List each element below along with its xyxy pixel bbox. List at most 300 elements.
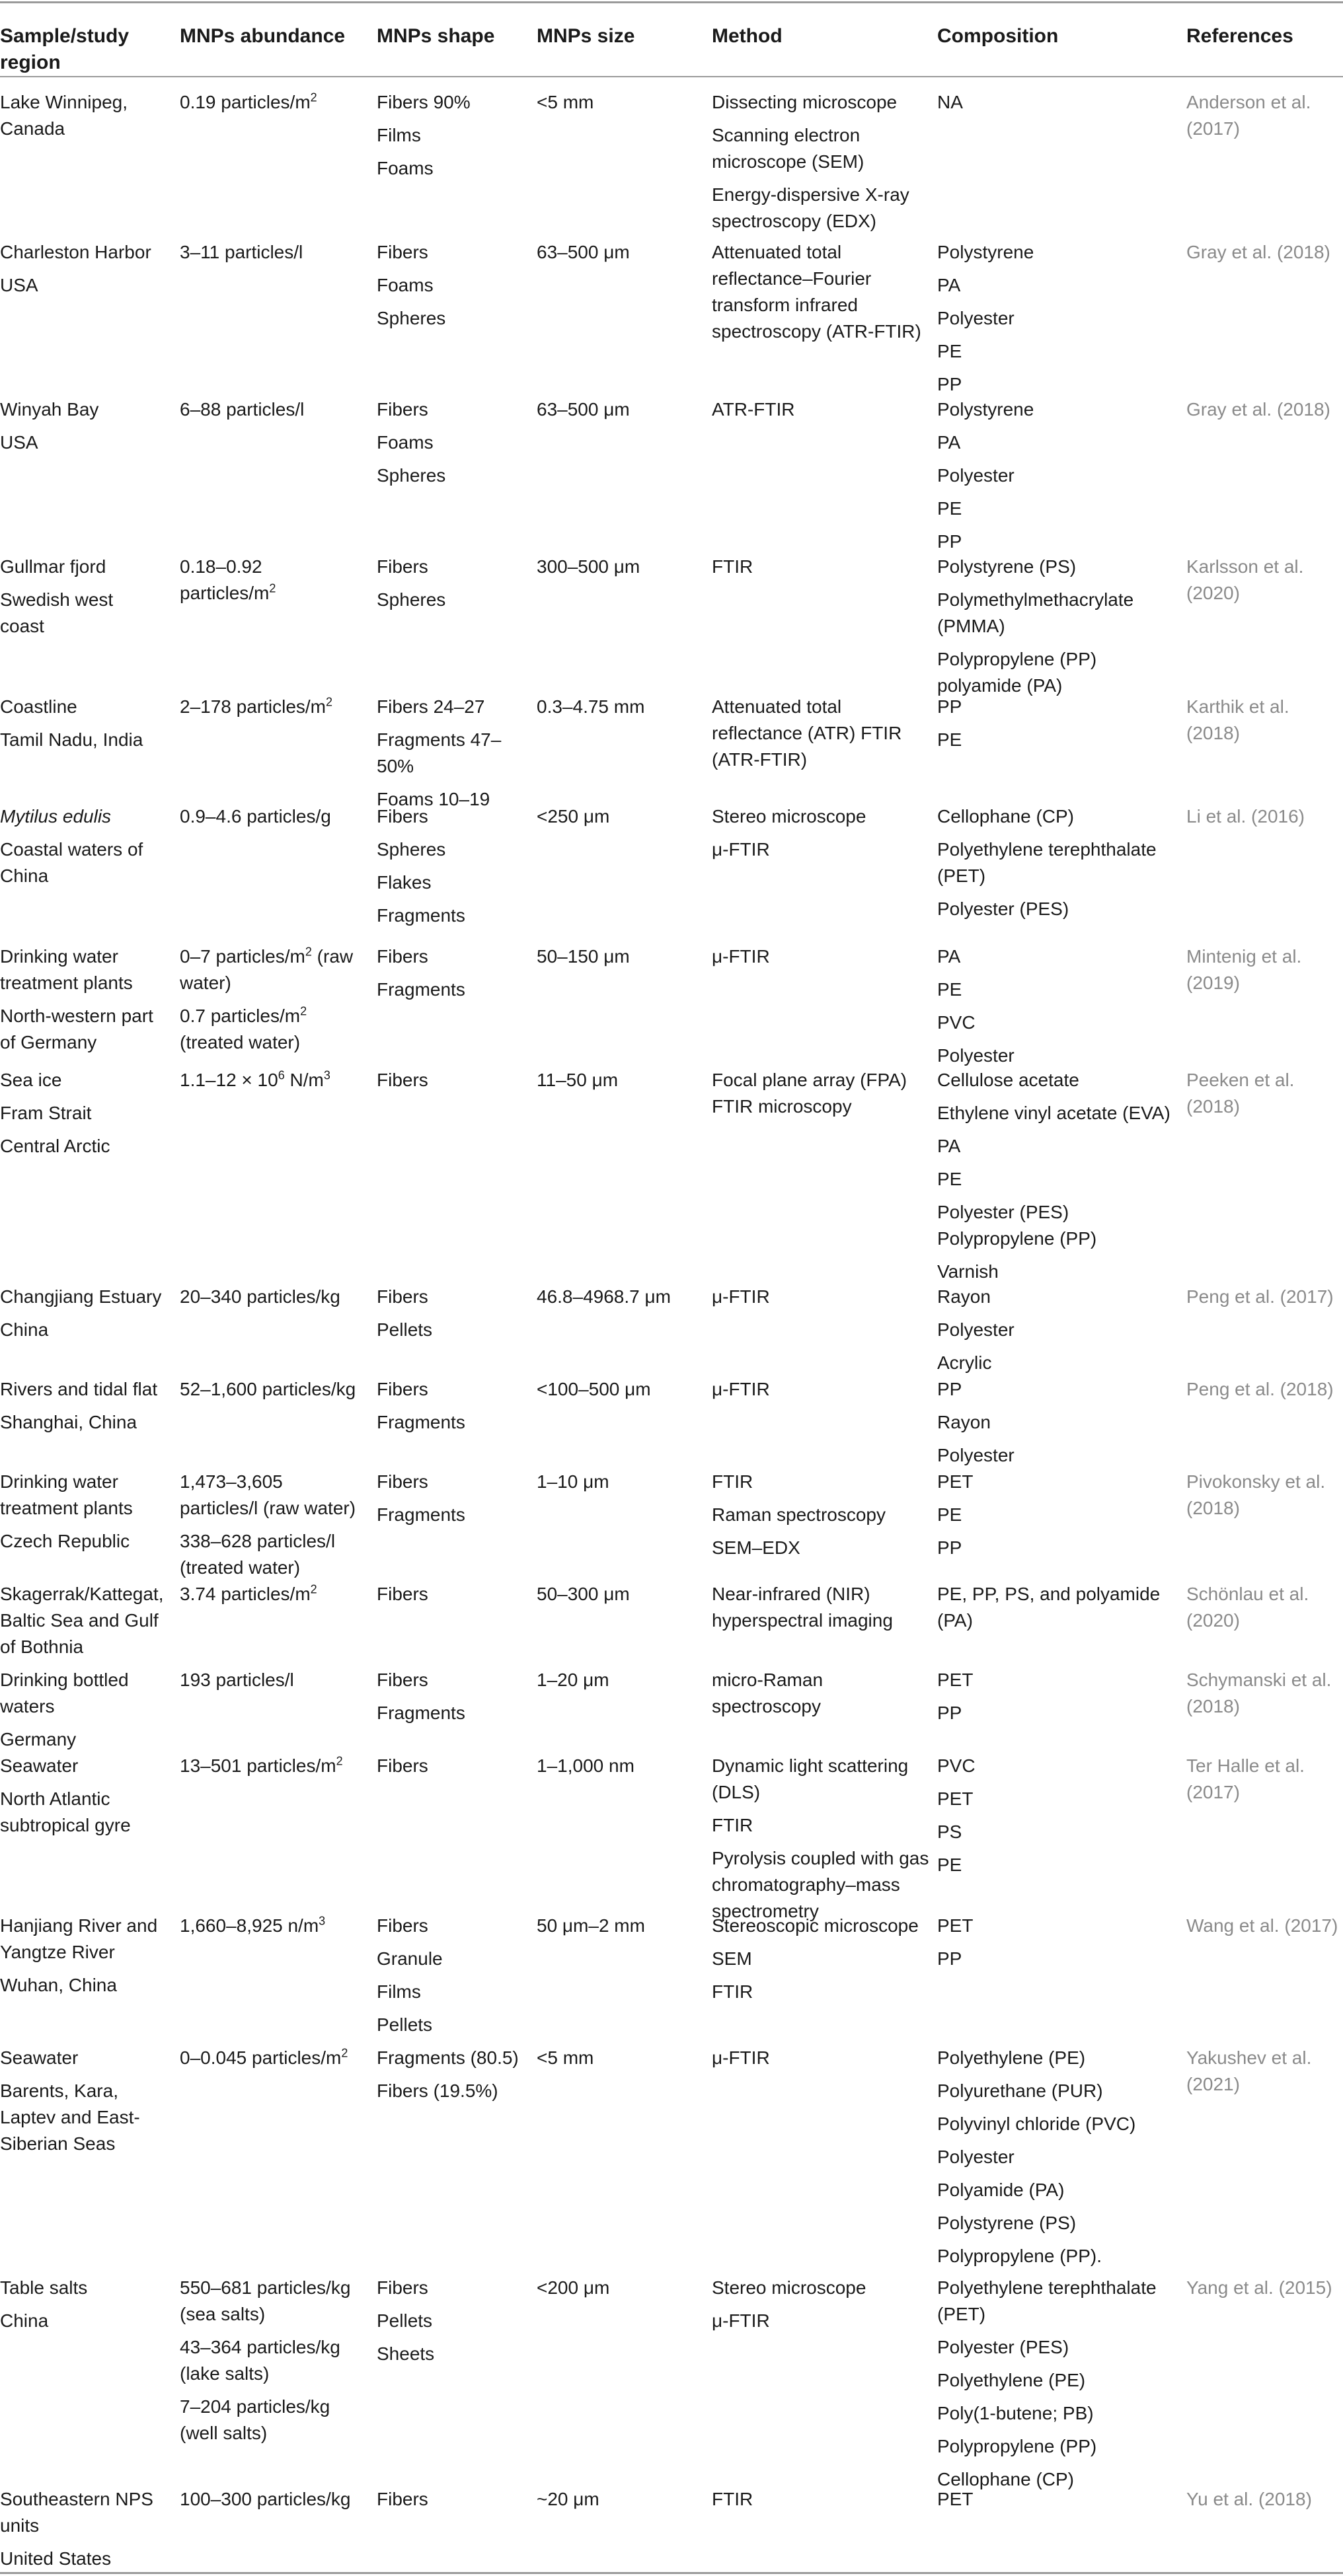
header-references: References [1186,25,1293,47]
cell-mnps-shape-line: Fragments [377,1412,465,1432]
cell-mnps-size-line: 46.8–4968.7 μm [537,1286,671,1307]
cell-composition-line: Polyvinyl chloride (PVC) [937,2114,1136,2134]
cell-sample-region-line: Seawater [0,2047,79,2068]
cell-sample-region-line: Table salts [0,2277,88,2298]
cell-mnps-shape-line: Fibers 90% [377,92,471,112]
cell-mnps-abundance-line: 0.18–0.92 particles/$m^2$ [180,556,276,603]
cell-composition [937,2275,1175,2493]
cell-method [712,2275,930,2334]
header-mnps-shape: MNPs shape [377,25,495,47]
cell-composition [937,1376,1175,1469]
cell-mnps-shape [377,1067,519,1093]
cell-mnps-abundance [180,803,358,830]
cell-method [712,2486,930,2513]
cell-mnps-size-line: 63–500 μm [537,399,630,420]
cell-reference: Schönlau et al. (2020) [1186,1584,1309,1631]
cell-mnps-size [537,239,702,266]
cell-composition-line: Rayon [937,1286,991,1307]
cell-sample-region-line: Coastline [0,696,77,717]
cell-mnps-abundance [180,554,358,607]
cell-mnps-size-line: <5 mm [537,2047,594,2068]
cell-mnps-size [537,1376,702,1403]
cell-method-line: μ-FTIR [712,1379,770,1399]
cell-sample-region-line: China [0,2310,49,2331]
cell-sample-region-line: Seawater [0,1755,79,1776]
cell-composition [937,694,1175,753]
cell-mnps-shape-line: Fibers [377,242,428,262]
cell-sample-region-line: Germany [0,1729,77,1749]
cell-composition-line: PE [937,341,962,361]
cell-mnps-shape [377,803,519,929]
cell-mnps-shape-line: Fragments [377,905,465,926]
cell-sample-region [0,89,162,142]
cell-mnps-abundance-line: 20–340 particles/kg [180,1286,340,1307]
cell-mnps-abundance-line: 13–501 particles/$m^2$ [180,1754,343,1776]
cell-sample-region-line: Drinking bottled waters [0,1670,129,1716]
cell-method-line: micro-Raman spectroscopy [712,1670,824,1716]
cell-mnps-size [537,1667,702,1693]
cell-composition-line: Polypropylene (PP). [937,2246,1102,2266]
cell-reference: Peng et al. (2018) [1186,1379,1334,1399]
cell-method-line: μ-FTIR [712,2047,770,2068]
cell-mnps-shape [377,1667,519,1726]
cell-sample-region-line: Southeastern NPS units [0,2489,153,2536]
cell-sample-region-line: United States [0,2548,112,2569]
cell-sample-region-line: Tamil Nadu, India [0,729,143,750]
cell-mnps-shape-line: Fibers [377,1379,428,1399]
cell-mnps-size [537,1581,702,1607]
cell-composition-line: Polypropylene (PP) polyamide (PA) [937,649,1097,696]
cell-mnps-abundance [180,1753,358,1779]
cell-composition-line: Polyester [937,1445,1015,1465]
cell-mnps-size-line: <250 μm [537,806,610,827]
cell-composition-line: PET [937,1670,974,1690]
cell-mnps-abundance-line: 100–300 particles/kg [180,2489,351,2509]
cell-mnps-abundance-line: 43–364 particles/kg (lake salts) [180,2337,340,2384]
cell-sample-region [0,2486,162,2572]
cell-mnps-shape-line: Flakes [377,872,432,893]
cell-method [712,1753,930,1925]
cell-sample-region-line: Fram Strait [0,1103,92,1123]
cell-composition [937,943,1175,1069]
cell-sample-region [0,803,162,889]
cell-method-line: Raman spectroscopy [712,1504,886,1525]
cell-reference: Gray et al. (2018) [1186,242,1330,262]
cell-method-line: FTIR [712,1471,753,1492]
cell-composition-line: Polystyrene [937,242,1034,262]
cell-sample-region [0,1581,162,1660]
cell-composition [937,1067,1175,1285]
cell-mnps-size [537,803,702,830]
cell-sample-region-line: Coastal waters of China [0,839,143,886]
cell-method [712,1667,930,1720]
cell-method-line: FTIR [712,1981,753,2002]
header-rule [0,76,1343,77]
cell-mnps-shape-line: Spheres [377,839,446,860]
cell-method [712,1284,930,1310]
cell-composition-line: Polyester [937,1319,1015,1340]
cell-mnps-size-line: 50–150 μm [537,946,630,967]
cell-mnps-abundance [180,396,358,423]
cell-mnps-shape-line: Fragments (80.5) [377,2047,519,2068]
cell-sample-region [0,1667,162,1753]
cell-composition [937,396,1175,555]
cell-composition-line: Polyester (PES) [937,2337,1069,2357]
cell-composition-line: Polyethylene terephthalate (PET) [937,839,1157,886]
cell-mnps-abundance-line: 2–178 particles/$m^2$ [180,695,333,717]
cell-reference: Karlsson et al. (2020) [1186,556,1304,603]
cell-mnps-size [537,1469,702,1495]
cell-mnps-shape [377,2045,519,2104]
cell-mnps-shape [377,694,519,813]
cell-method-line: SEM–EDX [712,1537,800,1558]
cell-mnps-size-line: 1–20 μm [537,1670,609,1690]
cell-mnps-size [537,2045,702,2071]
header-composition: Composition [937,25,1059,47]
cell-sample-region [0,943,162,1056]
cell-reference: Li et al. (2016) [1186,806,1305,827]
cell-sample-region [0,239,162,299]
cell-composition-line: Ethylene vinyl acetate (EVA) [937,1103,1170,1123]
cell-sample-region-line: Mytilus edulis [0,806,112,827]
cell-reference: Peeken et al. (2018) [1186,1070,1295,1117]
cell-method [712,1913,930,2005]
cell-mnps-shape-line: Fibers [377,1070,428,1090]
cell-reference: Mintenig et al. (2019) [1186,946,1302,993]
cell-mnps-shape-line: Fibers [377,1755,428,1776]
cell-mnps-shape-line: Sheets [377,2343,435,2364]
cell-mnps-shape [377,2275,519,2367]
cell-reference: Yang et al. (2015) [1186,2277,1332,2298]
cell-mnps-size-line: <5 mm [537,92,594,112]
cell-mnps-shape-line: Fibers [377,1670,428,1690]
cell-composition-line: Polystyrene (PS) [937,556,1077,577]
cell-mnps-shape [377,1581,519,1607]
cell-mnps-size-line: ~20 μm [537,2489,599,2509]
cell-mnps-abundance [180,2045,358,2071]
cell-mnps-shape [377,943,519,1003]
cell-method-line: Dynamic light scattering (DLS) [712,1755,909,1802]
cell-composition-line: PS [937,1822,962,1842]
cell-mnps-shape-line: Fibers [377,1584,428,1604]
cell-composition-line: Polyurethane (PUR) [937,2080,1103,2101]
cell-mnps-abundance [180,1469,358,1581]
cell-mnps-abundance-line: 6–88 particles/l [180,399,305,420]
cell-sample-region-line: Skagerrak/Kattegat, Baltic Sea and Gulf of Bothnia [0,1584,164,1657]
cell-composition-line: Poly(1-butene; PB) [937,2403,1094,2423]
cell-mnps-size-line: 1–10 μm [537,1471,609,1492]
cell-sample-region [0,2275,162,2334]
cell-mnps-shape-line: Fibers [377,399,428,420]
cell-sample-region [0,1469,162,1555]
cell-sample-region-line: Central Arctic [0,1136,110,1156]
cell-mnps-shape-line: Fibers [377,806,428,827]
cell-sample-region-line: North Atlantic subtropical gyre [0,1788,131,1835]
cell-sample-region-line: Drinking water treatment plants [0,1471,133,1518]
cell-sample-region-line: USA [0,275,38,295]
cell-composition [937,1581,1175,1634]
cell-sample-region-line: Hanjiang River and Yangtze River [0,1915,158,1962]
cell-composition-line: PP [937,374,962,394]
cell-mnps-shape-line: Fibers [377,1286,428,1307]
cell-mnps-shape-line: Films [377,1981,421,2002]
cell-mnps-size-line: 1–1,000 nm [537,1755,634,1776]
cell-composition-line: PA [937,432,961,453]
cell-mnps-size [537,1753,702,1779]
cell-sample-region-line: Wuhan, China [0,1975,117,1995]
cell-method-line: μ-FTIR [712,946,770,967]
cell-mnps-abundance [180,1667,358,1693]
cell-mnps-shape [377,396,519,489]
cell-mnps-shape-line: Foams 10–19 [377,789,490,809]
cell-method-line: μ-FTIR [712,839,770,860]
cell-mnps-abundance-line: 193 particles/l [180,1670,294,1690]
cell-method-line: Pyrolysis coupled with gas chromatography–mass spectrometry [712,1848,929,1921]
cell-mnps-shape-line: Granule [377,1948,443,1969]
cell-sample-region-line: Swedish west coast [0,589,114,636]
cell-reference: Ter Halle et al. (2017) [1186,1755,1305,1802]
cell-sample-region-line: USA [0,432,38,453]
cell-method [712,396,930,423]
cell-sample-region-line: Gullmar fjord [0,556,106,577]
cell-composition [937,89,1175,116]
cell-composition-line: Polystyrene (PS) [937,2213,1077,2233]
cell-sample-region-line: Shanghai, China [0,1412,137,1432]
cell-mnps-abundance-line: 0–7 particles/$m^2$ (raw water) [180,945,354,993]
cell-composition [937,1913,1175,1972]
cell-mnps-shape [377,554,519,613]
cell-mnps-abundance-line: 1,473–3,605 particles/l (raw water) [180,1471,356,1518]
cell-method-line: SEM [712,1948,752,1969]
cell-composition [937,1284,1175,1376]
cell-mnps-abundance [180,89,358,116]
cell-sample-region [0,694,162,753]
cell-mnps-abundance-line: 0–0.045 particles/$m^2$ [180,2046,348,2068]
cell-composition-line: PP [937,1948,962,1969]
header-method: Method [712,25,783,47]
cell-mnps-shape-line: Fibers [377,1471,428,1492]
cell-mnps-shape [377,89,519,182]
cell-method-line: Scanning electron microscope (SEM) [712,125,864,172]
cell-mnps-shape-line: Films [377,125,421,145]
cell-composition-line: PA [937,275,961,295]
cell-method [712,2045,930,2071]
cell-mnps-size-line: 50 μm–2 mm [537,1915,645,1936]
cell-mnps-shape-line: Fragments [377,1504,465,1525]
cell-mnps-abundance-line: 3.74 particles/$m^2$ [180,1582,317,1604]
cell-mnps-abundance-line: $1.1-12 \times 10^6$ $N/m^3$ [180,1068,330,1090]
cell-sample-region-line: Drinking water treatment plants [0,946,133,993]
cell-reference: Anderson et al. (2017) [1186,92,1311,139]
cell-mnps-abundance-line: 1,660–8,925 $n/m^3$ [180,1914,326,1936]
cell-reference: Pivokonsky et al. (2018) [1186,1471,1326,1518]
cell-mnps-shape-line: Foams [377,158,434,178]
cell-mnps-shape [377,1469,519,1528]
cell-method [712,239,930,345]
cell-method [712,694,930,773]
cell-mnps-size [537,2275,702,2301]
cell-method-line: Stereoscopic microscope [712,1915,919,1936]
cell-mnps-abundance [180,943,358,1056]
cell-composition-line: PET [937,1915,974,1936]
cell-method [712,554,930,580]
cell-mnps-shape-line: Foams [377,275,434,295]
cell-method-line: Energy-dispersive X-ray spectroscopy (EDX) [712,184,909,231]
cell-composition-line: Polyethylene terephthalate (PET) [937,2277,1157,2324]
cell-mnps-shape-line: Pellets [377,2310,433,2331]
cell-sample-region-line: Sea ice [0,1070,62,1090]
header-sample-region: Sample/study region [0,25,130,73]
cell-composition [937,1667,1175,1726]
cell-mnps-shape-line: Foams [377,432,434,453]
cell-composition [937,239,1175,398]
cell-sample-region [0,396,162,456]
cell-composition-line: PE [937,729,962,750]
cell-sample-region-line: Changjiang Estuary [0,1286,162,1307]
cell-composition-line: PET [937,1471,974,1492]
cell-composition-line: PP [937,1379,962,1399]
cell-composition-line: PP [937,1703,962,1723]
cell-mnps-abundance [180,239,358,266]
cell-method-line: FTIR [712,556,753,577]
cell-mnps-size-line: <200 μm [537,2277,610,2298]
cell-mnps-shape-line: Fibers 24–27 [377,696,485,717]
cell-mnps-shape [377,1913,519,2038]
cell-mnps-shape [377,1753,519,1779]
cell-method [712,1581,930,1634]
cell-composition [937,2486,1175,2513]
cell-mnps-shape [377,1284,519,1343]
cell-composition-line: PET [937,1788,974,1809]
cell-composition [937,2045,1175,2269]
cell-composition-line: PE [937,1169,962,1189]
cell-mnps-abundance [180,1581,358,1607]
cell-composition-line: Polymethylmethacrylate (PMMA) [937,589,1134,636]
cell-method-line: FTIR [712,1815,753,1835]
cell-composition-line: NA [937,92,963,112]
cell-mnps-shape-line: Spheres [377,589,446,610]
cell-mnps-abundance [180,1067,358,1093]
table-top-rule [0,1,1343,3]
cell-mnps-abundance [180,694,358,720]
cell-method [712,803,930,863]
cell-method [712,1469,930,1561]
cell-mnps-shape-line: Fibers [377,1915,428,1936]
cell-mnps-abundance-line: 0.7 particles/$m^2$ (treated water) [180,1004,307,1052]
cell-mnps-abundance-line: 0.9–4.6 particles/g [180,806,331,827]
cell-sample-region [0,1067,162,1159]
cell-method-line: Focal plane array (FPA) FTIR microscopy [712,1070,907,1117]
cell-method [712,1067,930,1120]
cell-mnps-shape-line: Fibers [377,2277,428,2298]
cell-method-line: ATR-FTIR [712,399,795,420]
cell-mnps-size [537,1067,702,1093]
cell-composition-line: PE [937,1504,962,1525]
cell-mnps-shape-line: Fragments [377,979,465,1000]
cell-composition-line: PP [937,1537,962,1558]
cell-composition-line: PP [937,696,962,717]
cell-mnps-size-line: 0.3–4.75 mm [537,696,645,717]
cell-mnps-size [537,1284,702,1310]
cell-composition-line: Varnish [937,1261,999,1282]
cell-mnps-size-line: <100–500 μm [537,1379,651,1399]
header-mnps-size: MNPs size [537,25,635,47]
cell-mnps-abundance-line: 52–1,600 particles/kg [180,1379,356,1399]
cell-reference: Gray et al. (2018) [1186,399,1330,420]
cell-mnps-size [537,943,702,970]
cell-reference: Wang et al. (2017) [1186,1915,1338,1936]
cell-mnps-abundance-line: 550–681 particles/kg (sea salts) [180,2277,351,2324]
cell-reference: Peng et al. (2017) [1186,1286,1334,1307]
cell-composition-line: Polystyrene [937,399,1034,420]
cell-method-line: Near-infrared (NIR) hyperspectral imaging [712,1584,893,1631]
cell-composition-line: PET [937,2489,974,2509]
cell-composition-line: Polyethylene (PE) [937,2370,1086,2390]
cell-mnps-size [537,694,702,720]
cell-mnps-shape-line: Fibers (19.5%) [377,2080,498,2101]
cell-sample-region-line: Barents, Kara, Laptev and East-Siberian Seas [0,2080,140,2154]
cell-mnps-abundance-line: 0.19 particles/$m^2$ [180,91,317,112]
cell-composition-line: PE, PP, PS, and polyamide (PA) [937,1584,1161,1631]
cell-sample-region [0,1913,162,1999]
cell-composition-line: PE [937,498,962,519]
cell-sample-region-line: Czech Republic [0,1531,130,1551]
cell-composition-line: Polyamide (PA) [937,2180,1065,2200]
cell-composition-line: PA [937,946,961,967]
cell-composition-line: Cellophane (CP) [937,806,1074,827]
cell-sample-region-line: Rivers and tidal flat [0,1379,158,1399]
cell-sample-region [0,554,162,640]
cell-composition-line: Cellophane (CP) [937,2469,1074,2489]
cell-mnps-shape-line: Fragments [377,1703,465,1723]
cell-sample-region-line: China [0,1319,49,1340]
cell-method-line: μ-FTIR [712,1286,770,1307]
cell-composition-line: Cellulose acetate [937,1070,1079,1090]
cell-mnps-shape-line: Spheres [377,465,446,486]
cell-method [712,943,930,970]
cell-mnps-shape-line: Pellets [377,2014,433,2035]
cell-method [712,1376,930,1403]
cell-mnps-size-line: 63–500 μm [537,242,630,262]
cell-mnps-shape [377,239,519,332]
cell-sample-region-line: North-western part of Germany [0,1006,153,1052]
cell-mnps-size [537,89,702,116]
cell-reference: Yakushev et al. (2021) [1186,2047,1312,2094]
cell-mnps-shape-line: Pellets [377,1319,433,1340]
cell-mnps-abundance-line: 338–628 particles/l (treated water) [180,1531,336,1578]
cell-mnps-abundance-line: 3–11 particles/l [180,242,303,262]
cell-sample-region [0,1376,162,1436]
cell-composition-line: Acrylic [937,1352,992,1373]
cell-method-line: FTIR [712,2489,753,2509]
cell-method-line: Attenuated total reflectance (ATR) FTIR (ATR-FTIR) [712,696,902,770]
cell-composition-line: Polyester [937,2147,1015,2167]
cell-mnps-size-line: 50–300 μm [537,1584,630,1604]
cell-sample-region-line: Winyah Bay [0,399,99,420]
cell-composition [937,554,1175,699]
cell-sample-region-line: Lake Winnipeg, Canada [0,92,128,139]
cell-mnps-abundance [180,1376,358,1403]
cell-method-line: Stereo microscope [712,806,866,827]
cell-mnps-abundance [180,1284,358,1310]
cell-mnps-shape-line: Fibers [377,2489,428,2509]
cell-composition-line: PE [937,1855,962,1875]
cell-mnps-shape [377,2486,519,2513]
cell-sample-region [0,2045,162,2157]
cell-mnps-size-line: 300–500 μm [537,556,640,577]
cell-composition-line: Polyester [937,465,1015,486]
cell-method [712,89,930,235]
